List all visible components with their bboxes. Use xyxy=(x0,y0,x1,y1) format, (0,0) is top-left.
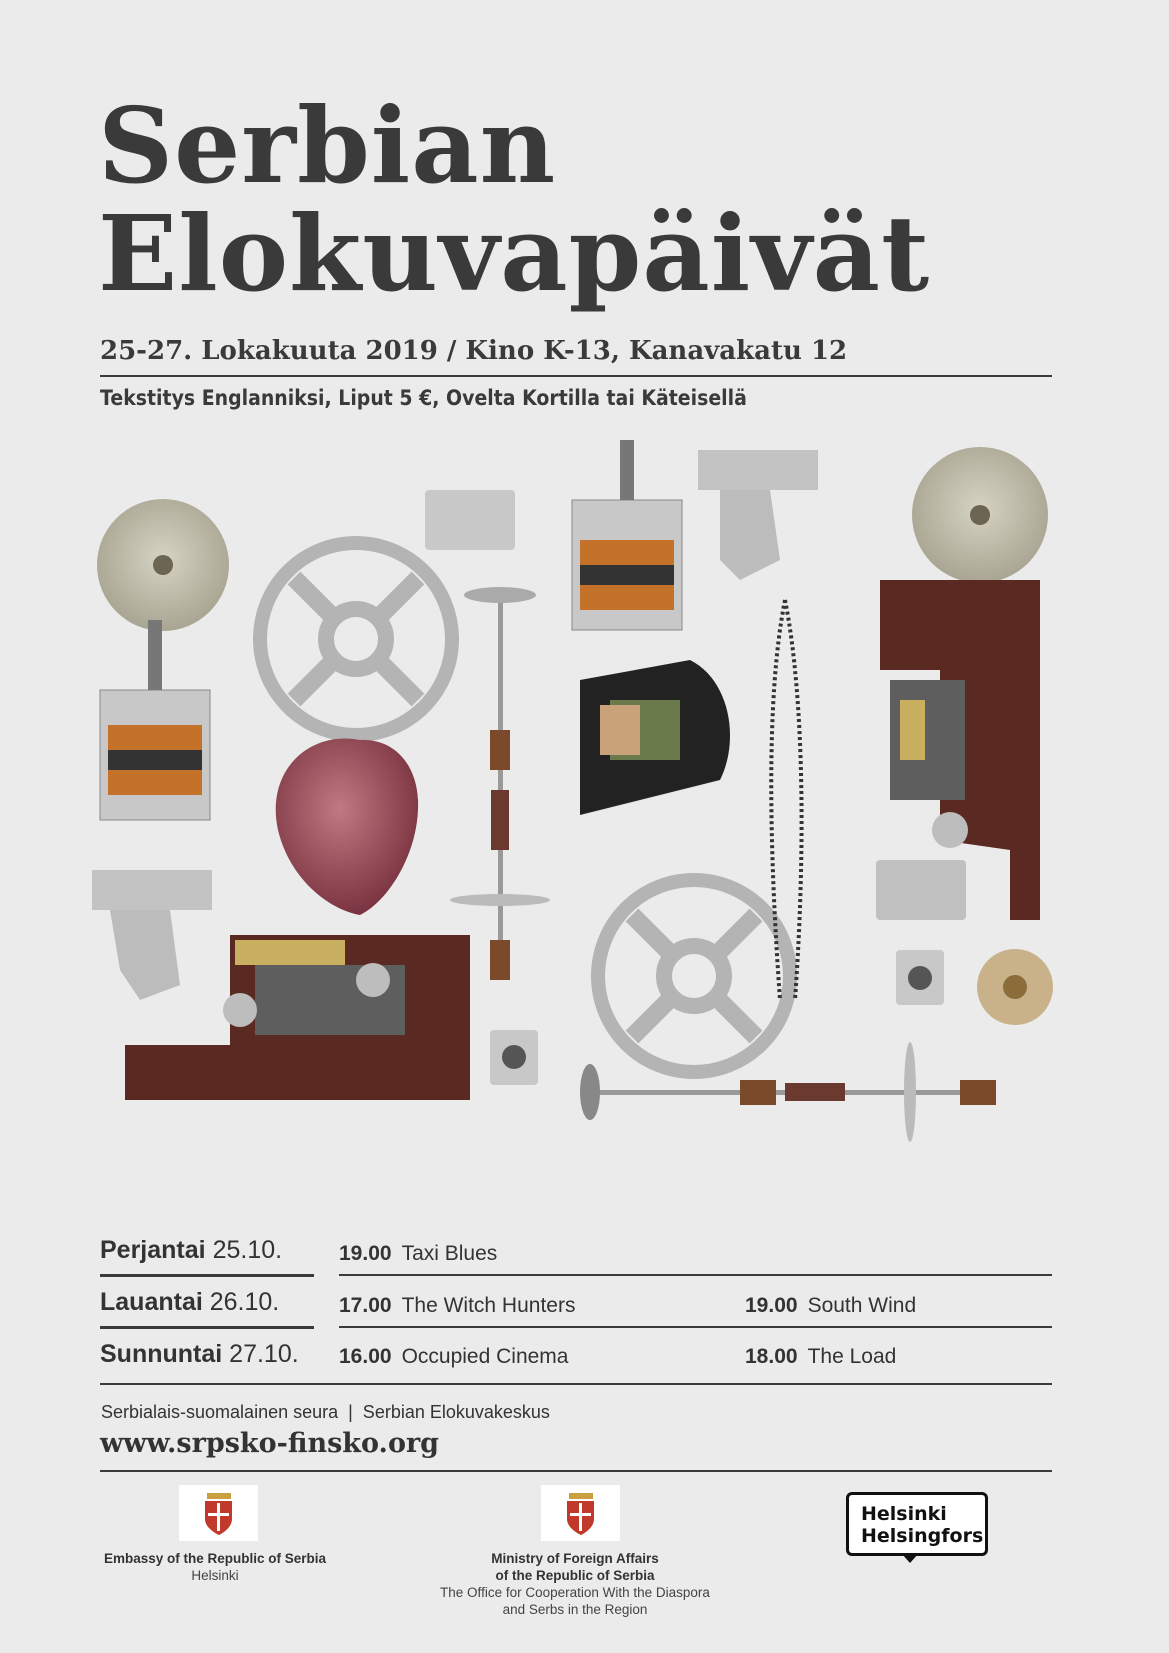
day-sunday xyxy=(100,1340,299,1369)
screening-time: 16.00 xyxy=(339,1345,392,1368)
screening xyxy=(339,1242,497,1266)
schedule-bottom-rule xyxy=(100,1383,1052,1385)
disc-right xyxy=(912,447,1048,583)
screening-film: The Witch Hunters xyxy=(401,1294,576,1317)
organizers: Serbialais-suomalainen seura | Serbian Elokuvakeskus xyxy=(101,1402,550,1422)
sponsor-name: Embassy of the Republic of Serbia xyxy=(103,1551,327,1566)
day-saturday xyxy=(100,1288,279,1317)
title-line-1: Serbian xyxy=(98,84,557,207)
screening-film: Occupied Cinema xyxy=(401,1345,569,1368)
divider xyxy=(100,375,1052,377)
shaft-vertical xyxy=(450,587,550,980)
heart xyxy=(276,738,418,915)
day-name: Sunnuntai xyxy=(100,1340,223,1368)
projector-parts-illustration xyxy=(80,440,1080,1210)
circuit-board-left xyxy=(125,935,470,1100)
screening-film: South Wind xyxy=(807,1294,917,1317)
screening xyxy=(745,1345,896,1369)
logo-line: Helsinki xyxy=(861,1503,947,1525)
serbian-coat-of-arms-logo xyxy=(179,1485,258,1541)
screening xyxy=(339,1294,575,1318)
sponsor-line: The Office for Cooperation With the Diaspora xyxy=(440,1585,710,1600)
footer-rule xyxy=(100,1470,1052,1472)
screening-time: 17.00 xyxy=(339,1294,392,1317)
poster-title xyxy=(98,84,931,315)
motor-top xyxy=(572,440,682,630)
screening-time: 18.00 xyxy=(745,1345,798,1368)
serbian-coat-of-arms-logo xyxy=(541,1485,620,1541)
lens-unit-right xyxy=(896,950,944,1005)
screening xyxy=(745,1294,916,1318)
speech-bubble-tail xyxy=(901,1553,919,1563)
day-date: 26.10. xyxy=(209,1288,280,1316)
disc-left xyxy=(97,499,229,631)
ticket-info: Tekstitys Englanniksi, Liput 5 €, Ovelta Kortilla tai Käteisellä xyxy=(100,386,747,410)
row-divider xyxy=(339,1326,1052,1328)
fan-housing xyxy=(580,660,730,815)
day-date: 27.10. xyxy=(229,1340,299,1368)
helsinki-logo xyxy=(846,1492,988,1556)
lamp-bracket xyxy=(876,860,966,920)
gear xyxy=(977,949,1053,1025)
bracket-left xyxy=(92,870,212,1000)
film-reel-top xyxy=(260,543,452,735)
website-link[interactable]: www.srpsko-finsko.org xyxy=(100,1428,440,1459)
sponsor-line: Ministry of Foreign Affairs xyxy=(491,1551,659,1566)
day-underline xyxy=(100,1326,314,1329)
lens-unit-center xyxy=(490,1030,538,1085)
screening-film: The Load xyxy=(807,1345,897,1368)
day-date: 25.10. xyxy=(212,1236,283,1264)
day-name: Perjantai xyxy=(100,1236,206,1264)
sponsor-line: of the Republic of Serbia xyxy=(495,1568,655,1583)
film-reel-bottom xyxy=(598,880,790,1072)
sponsor-line: and Serbs in the Region xyxy=(502,1602,648,1617)
sponsor-city: Helsinki xyxy=(191,1568,239,1583)
day-friday xyxy=(100,1236,282,1265)
sponsor-embassy xyxy=(90,1550,340,1584)
screening-time: 19.00 xyxy=(745,1294,798,1317)
logo-line: Helsingfors xyxy=(861,1525,984,1547)
lens-bracket xyxy=(425,490,515,550)
title-line-2: Elokuvapäivät xyxy=(98,192,931,315)
row-divider xyxy=(339,1274,1052,1276)
screening xyxy=(339,1345,568,1369)
day-underline xyxy=(100,1274,314,1277)
bracket-top xyxy=(698,450,818,580)
sponsor-ministry xyxy=(430,1550,720,1618)
screening-time: 19.00 xyxy=(339,1242,392,1265)
day-name: Lauantai xyxy=(100,1288,203,1316)
motor-left xyxy=(100,620,210,820)
screening-film: Taxi Blues xyxy=(401,1242,498,1265)
date-venue: 25-27. Lokakuuta 2019 / Kino K-13, Kanavakatu 12 xyxy=(100,336,848,366)
